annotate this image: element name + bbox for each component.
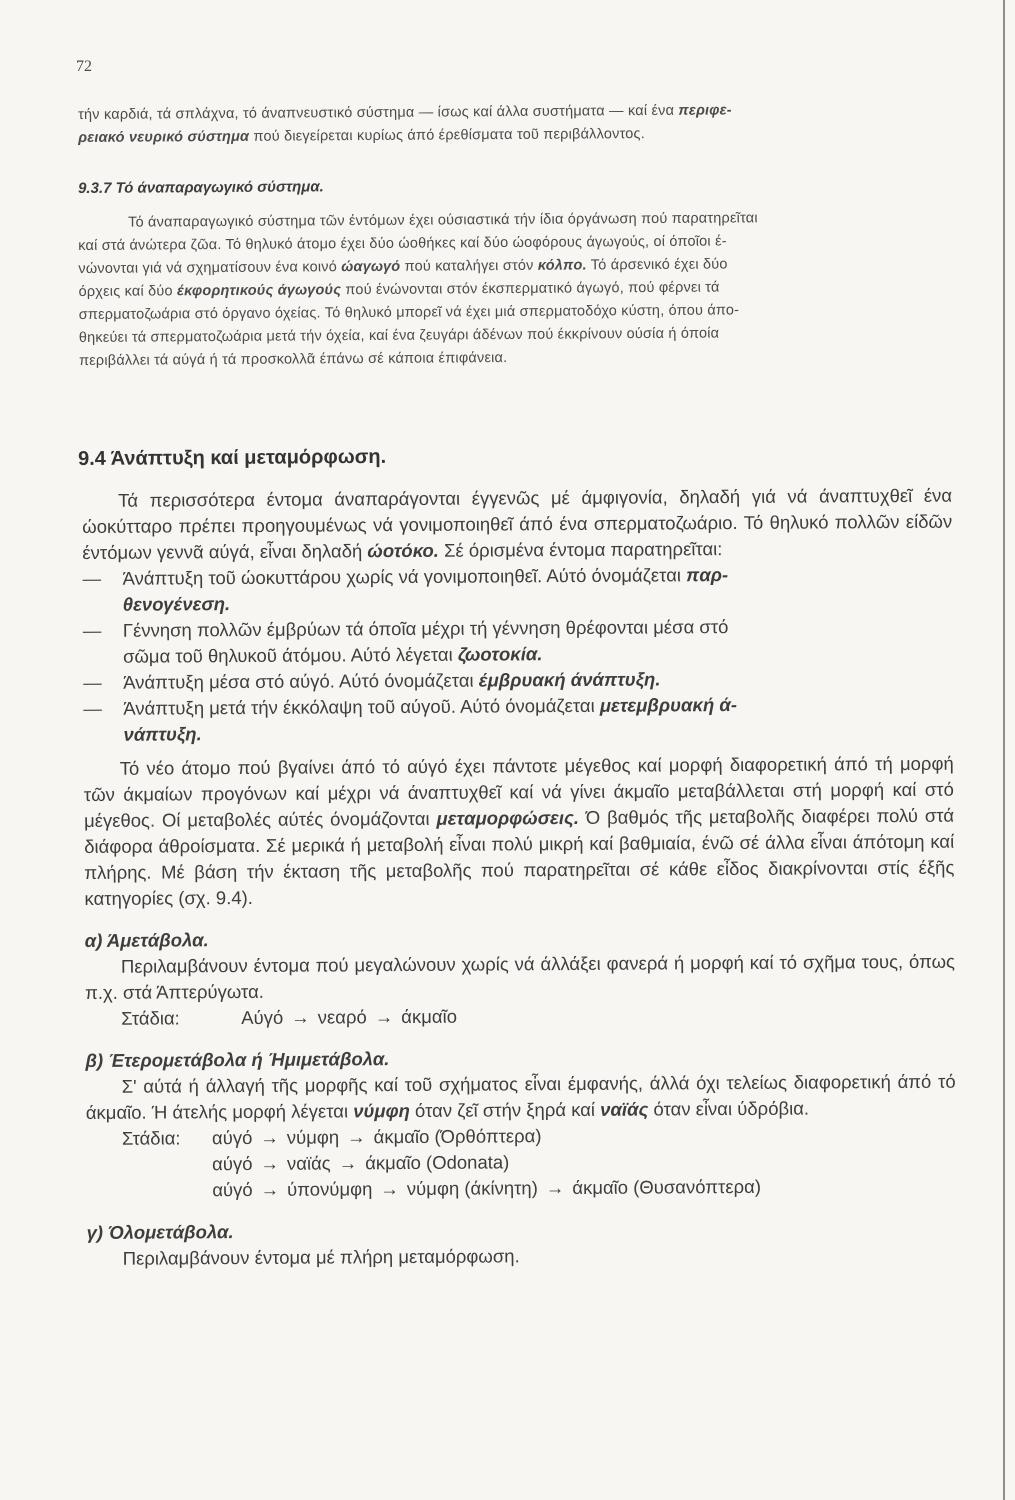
term-peripheral-cont: ρειακό νευρικό σύστημα — [78, 128, 250, 146]
arrow-icon: → — [260, 1152, 280, 1174]
development-list — [82, 561, 953, 748]
intro-paragraph: τήν καρδιά, τά σπλάχνα, τό άναπνευστικό σύστημα — ίσως καί άλλα συστήματα — καί ένα περιφε- ρειακό νευρικό σύστημα πού διεγείρεται κυρίως άπό έρεθίσματα τοῦ περιβάλλοντος. — [78, 102, 732, 146]
arrow-icon: → — [374, 1006, 394, 1028]
category-b-title: β) Έτερομετάβολα ή Ήμιμετάβολα. — [85, 1048, 390, 1071]
category-holometabola: γ) Όλομετάβολα. Περιλαμβάνουν έντομα μέ πλήρη μεταμόρφωση. — [86, 1215, 956, 1272]
category-hemimetabola: β) Έτερομετάβολα ή Ήμιμετάβολα. Σ' αύτά ή άλλαγή τῆς μορφῆς καί τοῦ σχήματος εἶναι έμφανής, άλλά όχι τελείως διαφορετική άπό τό άκμαῖο. Ή άτελής μορφή λέγεται νύμφη όταν ζεῖ στήν ξηρά καί ναϊάς όταν εἶναι ύδρόβια. Στάδια: αύγό → νύμφη → άκμαῖο (Όρθόπτερα) αύγό → ναϊάς → άκμαῖο (Odonata) αύγό → ύπονύμφη → νύμφη (άκίνητη) → άκμαῖο (Θυσανόπτερα) — [85, 1043, 956, 1204]
category-ametabola: α) Άμετάβολα. Περιλαμβάνουν έντομα πού μεγαλώνουν χωρίς νά άλλάξει φανερά ή μορφή καί τό σχῆμα τους, όπως π.χ. στά Άπτερύγωτα. Στάδια: Αύγό → νεαρό → άκμαῖο — [85, 923, 956, 1032]
list-item: — Άνάπτυξη μέσα στό αύγό. Αύτό όνομάζεται έμβρυακή άνάπτυξη. — [83, 668, 661, 693]
reproductive-paragraph: Τό άναπαραγωγικό σύστημα τῶν έντόμων έχει ούσιαστικά τήν ίδια όργάνωση πού παρατηρεῖται καί στά άνώτερα ζῶα. Τό θηλυκό άτομο έχει δύο ώοθήκες καί δύο ώοφόρους άγωγούς, οί όποῖοι έ- νώνονται γιά νά σχηματίσουν ένα κοινό ώαγωγό πού καταλήγει στόν κόλπο. Τό άρσενικό έχει δύο όρχεις καί δύο έκφορητικούς άγωγούς πού ένώνονται στόν έκσπερματικό άγωγό, πού φέρνει τά σπερματοζωάρια στό όργανο όχείας. Τό θηλυκό μπορεῖ νά έχει μιά σπερματοδόχο κύστη, όπου άπο- θηκεύει τά σπερματοζωάρια μετά τήν όχεία, καί ένα ζευγάρι άδένων πού έκκρίνουν ούσία ή όποία περιβάλλει τά αύγά ή τά προσκολλᾶ έπάνω σέ κάποια έπιφάνεια. — [78, 210, 758, 369]
section-body — [82, 483, 957, 1272]
arrow-icon: → — [347, 1126, 366, 1148]
page-edge — [1003, 0, 1005, 1500]
list-item: — Άνάπτυξη μετά τήν έκκόλαψη τοῦ αύγοῦ. Αύτό όνομάζεται μετεμβρυακή ά- νάπτυξη. — [83, 694, 738, 745]
paragraph-metamorphosis: Τό νέο άτομο πού βγαίνει άπό τό αύγό έχει πάντοτε μέγεθος καί μορφή διαφορετική άπό τή μορφή τῶν άκμαίων προγόνων καί μέχρι νά άναπτυχθεῖ καί νά γίνει άκμαῖο μεταβάλλεται στή μορφή καί στό μέγεθος. Οί μεταβολές αύτές όνομάζονται μεταμορφώσεις. Ό βαθμός τῆς μεταβολῆς διαφέρει πολύ στά διάφορα άθροίσματα. Σέ μερικά ή μεταβολή εἶναι πολύ μικρή καί βαθμιαία, ένῶ σέ άλλα εἶναι άπότομη καί πλήρης. Μέ βάση τήν έκταση τῆς μεταβολῆς πού παρατηρεῖται σέ κάθε εἶδος διακρίνονται στίς έξῆς κατηγορίες (σχ. 9.4). — [83, 752, 955, 909]
term-metamorphoses: μεταμορφώσεις. — [436, 806, 579, 829]
category-c-title: γ) Όλομετάβολα. — [86, 1221, 234, 1243]
arrow-icon: → — [545, 1177, 565, 1199]
stages-row: αύγό → ύπονύμφη → νύμφη (άκίνητη) → άκμαῖο (Θυσανόπτερα) — [212, 1175, 762, 1201]
term-nymph: νύμφη — [353, 1100, 410, 1122]
term-oviparous: ώοτόκο. — [367, 539, 439, 562]
term-peripheral: περιφε- — [678, 102, 732, 119]
term-vagina: κόλπο. — [537, 257, 587, 274]
arrow-icon: → — [291, 1006, 310, 1028]
arrow-icon: → — [260, 1178, 280, 1200]
section-title: 9.4 Άνάπτυξη καί μεταμόρφωση. — [78, 445, 387, 470]
subsection-title: 9.3.7 Τό άναπαραγωγικό σύστημα. — [78, 178, 324, 197]
term-ejaculatory-ducts: έκφορητικούς άγωγούς — [176, 282, 342, 300]
category-a-title: α) Άμετάβολα. — [84, 929, 209, 951]
arrow-icon: → — [380, 1178, 399, 1200]
arrow-icon: → — [260, 1126, 279, 1148]
page-number: 72 — [76, 58, 92, 75]
list-item: — Άνάπτυξη τοῦ ώοκυττάρου χωρίς νά γονιμοποιηθεῖ. Αύτό όνομάζεται παρ- θενογένεση. — [82, 564, 729, 615]
stages-row: Στάδια: Αύγό → νεαρό → άκμαῖο — [121, 1005, 458, 1029]
arrow-icon: → — [338, 1152, 358, 1174]
term-naiad: ναϊάς — [600, 1098, 649, 1120]
stages-row: Στάδια: αύγό → νύμφη → άκμαῖο (Όρθόπτερα) — [121, 1125, 542, 1149]
stages-row: αύγό → ναϊάς → άκμαῖο (Odonata) — [212, 1151, 510, 1175]
paragraph-reproduction: Τά περισσότερα έντομα άναπαράγονται έγγενῶς μέ άμφιγονία, δηλαδή γιά νά άναπτυχθεῖ ένα ώοκύτταρο πρέπει προηγουμένως νά γονιμοποιηθεῖ άπό ένα σπερματοζωάριο. Τό θηλυκό πολλῶν είδῶν έντόμων γεννᾶ αύγά, εἶναι δηλαδή ώοτόκο. Σέ όρισμένα έντομα παρατηρεῖται: — [82, 484, 953, 563]
list-item: — Γέννηση πολλῶν έμβρύων τά όποῖα μέχρι τή γέννηση θρέφονται μέσα στό σῶμα τοῦ θηλυκοῦ άτόμου. Αύτό λέγεται ζωοτοκία. — [82, 616, 729, 667]
term-oviduct: ώαγωγό — [341, 258, 401, 276]
